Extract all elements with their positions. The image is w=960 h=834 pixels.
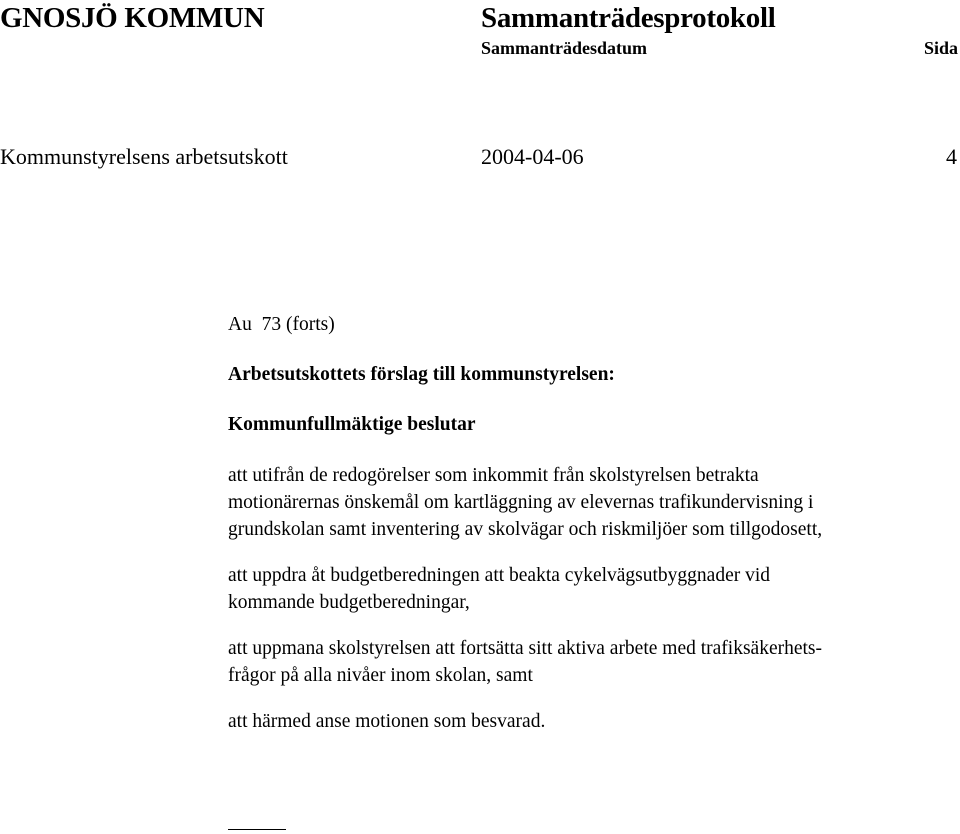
committee-name: Kommunstyrelsens arbetsutskott [0, 144, 288, 169]
end-rule [228, 829, 286, 830]
organization-name: GNOSJÖ KOMMUN [0, 2, 265, 34]
paragraph-line: frågor på alla nivåer inom skolan, samt [228, 665, 533, 686]
paragraph-line: att uppdra åt budgetberedningen att beakta cykelvägsutbyggnader vid [228, 565, 771, 586]
protocol-content [228, 311, 954, 735]
decision-paragraph [228, 462, 954, 543]
paragraph-line: motionärernas önskemål om kartläggning av elevernas trafikundervisning i [228, 492, 814, 513]
paragraph-line: att uppmana skolstyrelsen att fortsätta sitt aktiva arbete med trafiksäkerhets- [228, 638, 823, 659]
paragraph-line: grundskolan samt inventering av skolvägar och riskmiljöer som tillgodosett, [228, 519, 823, 540]
meeting-date: 2004-04-06 [481, 144, 584, 169]
page-number: 4 [946, 144, 957, 169]
proposal-heading: Arbetsutskottets förslag till kommunstyrelsen: [228, 364, 615, 385]
meeting-date-label: Sammanträdesdatum [481, 38, 648, 58]
paragraph-line: kommande budgetberedningar, [228, 592, 470, 613]
decision-paragraph [228, 635, 954, 689]
paragraph-line: att utifrån de redogörelser som inkommit från skolstyrelsen betrakta [228, 465, 759, 486]
decision-paragraph [228, 562, 954, 616]
document-type: Sammanträdesprotokoll [481, 2, 776, 34]
section-reference: Au 73 (forts) [228, 314, 335, 335]
page-label: Sida [923, 38, 958, 58]
decision-paragraph [228, 708, 954, 735]
decision-heading: Kommunfullmäktige beslutar [228, 414, 476, 435]
paragraph-line: att härmed anse motionen som besvarad. [228, 711, 546, 732]
